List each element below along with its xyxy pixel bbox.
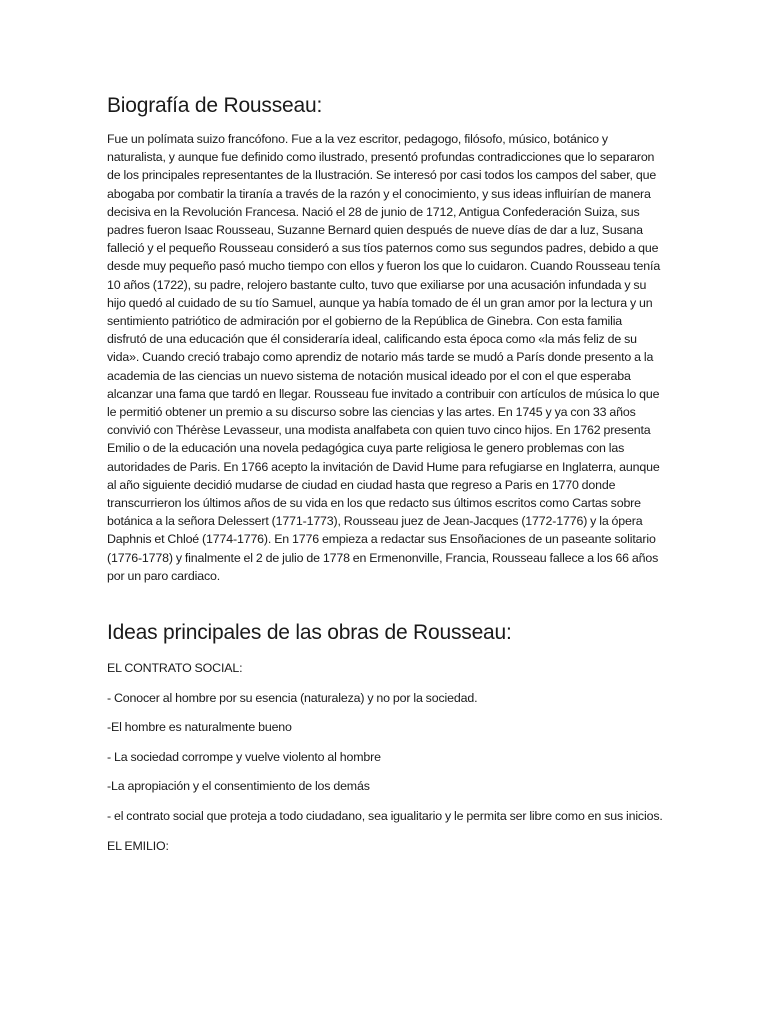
idea-line: - La sociedad corrompe y vuelve violento al hombre [107, 749, 381, 764]
idea-line: - Conocer al hombre por su esencia (naturaleza) y no por la sociedad. [107, 690, 478, 705]
contrato-social-label: EL CONTRATO SOCIAL: [107, 661, 243, 676]
ideas-heading: Ideas principales de las obras de Rousseau: [107, 621, 512, 645]
idea-line: -El hombre es naturalmente bueno [107, 720, 292, 735]
biography-paragraph: Fue un polímata suizo francófono. Fue a la vez escritor, pedagogo, filósofo, músico, botánico y naturalista, y aunque fue definido como ilustrado, presentó profundas contradicciones que lo separaron de los principales representantes de la Ilustración. Se interesó por casi todos los campos del saber, que abogaba por combatir la tiranía a través de la razón y el conocimiento, y sus ideas influirían de manera decisiva en la Revolución Francesa. Nació el 28 de junio de 1712, Antigua Confederación Suiza, sus padres fueron Isaac Rousseau, Suzanne Bernard quien después de nueve días de dar a luz, Susana falleció y el pequeño Rousseau consideró a sus tíos paternos como sus segundos padres, debido a que desde muy pequeño pasó mucho tiempo con ellos y fueron los que lo cuidaron. Cuando Rousseau tenía 10 años (1722), su padre, relojero bastante culto, tuvo que exiliarse por una acusación infundada y su hijo quedó al cuidado de su tío Samuel, aunque ya había tomado de él un gran amor por la lectura y un sentimiento patriótico de admiración por el gobierno de la República de Ginebra. Con esta familia disfrutó de una educación que él consideraría ideal, calificando esta época como «la más feliz de su vida». Cuando creció trabajo como aprendiz de notario más tarde se mudó a París donde presento a la academia de las ciencias un nuevo sistema de notación musical ideado por el con el que esperaba alcanzar una fama que tardó en llegar. Rousseau fue invitado a contribuir con artículos de música lo que le permitió obtener un premio a su discurso sobre las ciencias y las artes. En 1745 y ya con 33 años convivió con Thérèse Levasseur, una modista analfabeta con quien tuvo cinco hijos. En 1762 presenta Emilio o de la educación una novela pedagógica cuya parte religiosa le genero problemas con las autoridades de Paris. En 1766 acepto la invitación de David Hume para refugiarse en Inglaterra, aunque al año siguiente decidió mudarse de ciudad en ciudad hasta que regreso a Paris en 1770 donde transcurrieron los últimos años de su vida en los que redacto sus últimos escritos como Cartas sobre botánica a la señora Delessert (1771-1773), Rousseau juez de Jean-Jacques (1772-1776) y la ópera Daphnis et Chloé (1774-1776). En 1776 empieza a redactar sus Ensoñaciones de un paseante solitario (1776-1778) y finalmente el 2 de julio de 1778 en Ermenonville, Francia, Rousseau fallece a los 66 años por un paro cardiaco. [107, 132, 661, 583]
biography-heading: Biografía de Rousseau: [107, 94, 323, 117]
idea-line: - el contrato social que proteja a todo ciudadano, sea igualitario y le permita ser libre como en sus inicios. [107, 809, 663, 824]
idea-line: -La apropiación y el consentimiento de los demás [107, 779, 370, 794]
emilio-label: EL EMILIO: [107, 838, 169, 853]
document-page [107, 92, 663, 866]
